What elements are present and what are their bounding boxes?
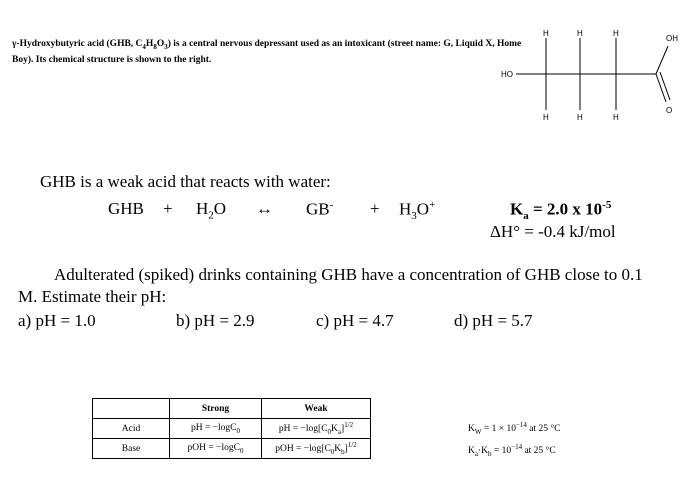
h-atom: H xyxy=(577,113,583,122)
o-label: O xyxy=(666,106,673,115)
enthalpy-value: ΔH° = -0.4 kJ/mol xyxy=(490,222,616,241)
table-row xyxy=(93,419,371,439)
product-hydronium: $H_3O^+$ xyxy=(399,199,436,223)
question-line-2: M. Estimate their pH: xyxy=(18,287,167,306)
h-atom: H xyxy=(543,29,549,38)
choice-b[interactable]: b) pH = 2.9 xyxy=(176,311,255,330)
row-label-acid: Acid xyxy=(93,419,170,439)
ho-label: HO xyxy=(501,70,513,79)
h-atom: H xyxy=(577,29,583,38)
kakb-constant: $K_a\cdot K_b = 10^{-14}$ at 25 °C xyxy=(468,443,556,459)
reactant-water: $H_2O$ xyxy=(196,199,227,222)
table-row xyxy=(93,439,371,459)
c-oh-bond xyxy=(656,46,668,74)
choice-c[interactable]: c) pH = 4.7 xyxy=(316,311,394,330)
h-atom: H xyxy=(613,29,619,38)
table-header-row xyxy=(93,399,371,419)
header-strong: Strong xyxy=(170,399,262,419)
c-o-double-bond-2 xyxy=(660,72,670,100)
h-atom: H xyxy=(543,113,549,122)
product-gb: GB- xyxy=(306,199,334,219)
choice-d[interactable]: d) pH = 5.7 xyxy=(454,311,533,330)
ka-value: $K_a = 2.0$ x $10^{-5}$ xyxy=(510,199,612,223)
base-weak-formula: pOH = $-\log[C_0K_b]^{1/2}$ xyxy=(262,439,371,459)
h-atom: H xyxy=(613,113,619,122)
base-strong-formula: pOH = −logC$_0$ xyxy=(170,439,262,459)
question-line-1: Adulterated (spiked) drinks containing GHB have a concentration of GHB close to 0.1 xyxy=(54,265,643,284)
kw-constant: $K_W = 1 \times 10^{-14}$ at 25 °C xyxy=(468,421,561,437)
table-corner-cell xyxy=(93,399,170,419)
c-o-double-bond xyxy=(656,74,666,102)
ph-formula-table xyxy=(92,398,371,459)
question-text xyxy=(18,264,678,308)
oh-label: OH xyxy=(666,34,678,43)
row-label-base: Base xyxy=(93,439,170,459)
acid-weak-formula: pH = $-\log[C_0K_a]^{1/2}$ xyxy=(262,419,371,439)
plus-sign: + xyxy=(163,199,173,218)
acid-strong-formula: pH = −logC$_0$ xyxy=(170,419,262,439)
plus-sign: + xyxy=(370,199,380,218)
reactant-ghb: GHB xyxy=(108,199,144,218)
ghb-structure-diagram xyxy=(498,24,698,124)
equilibrium-arrow: ↔ xyxy=(256,199,273,218)
reaction-heading: GHB is a weak acid that reacts with water: xyxy=(40,172,331,191)
header-weak: Weak xyxy=(262,399,371,419)
choice-a[interactable]: a) pH = 1.0 xyxy=(18,311,96,330)
intro-text: γ-Hydroxybutyric acid (GHB, $C_4H_8O_3$) is a central nervous depressant used as an intoxicant (street name: G, Liquid X, Home Boy). Its chemical structure is shown to the right. xyxy=(12,39,522,65)
